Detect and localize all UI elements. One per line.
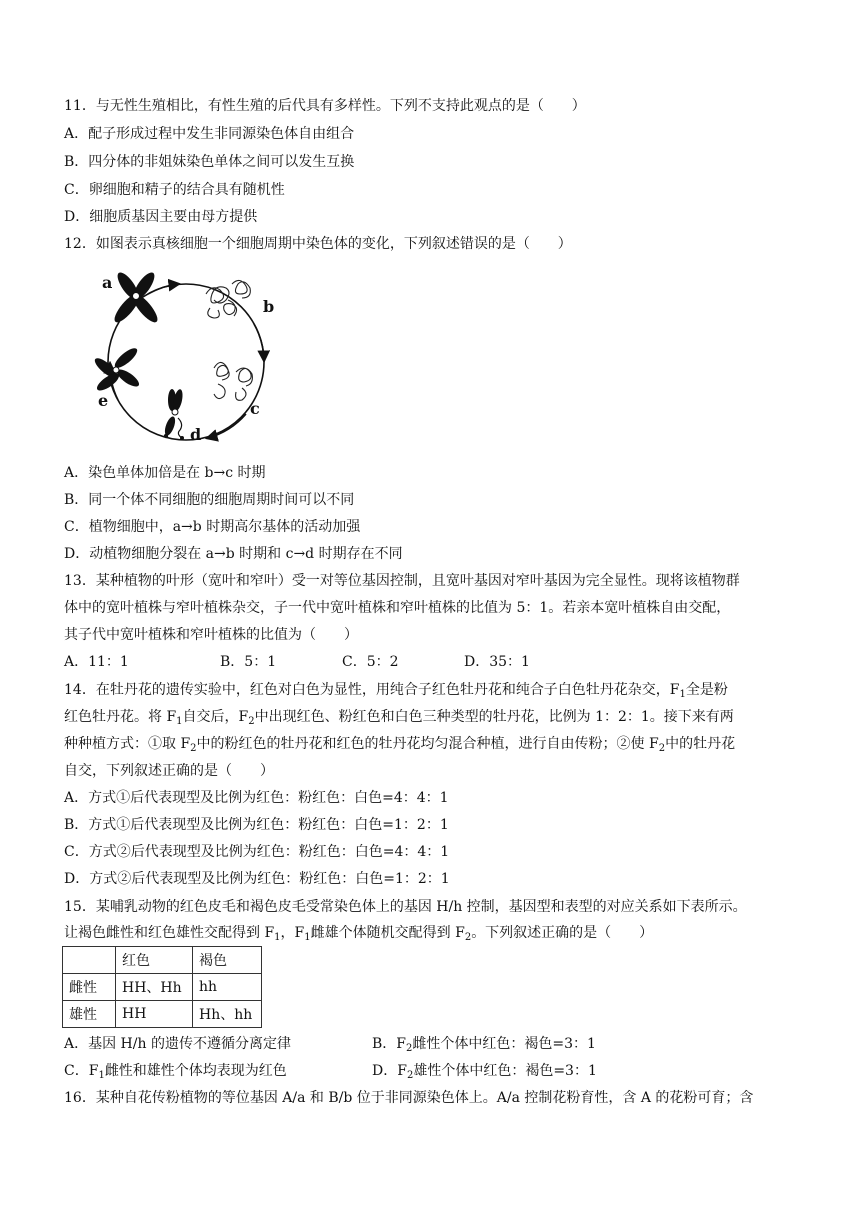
q15-option-c: C．$F_1$雌性和雄性个体均表现为红色	[64, 1063, 287, 1081]
chromosome-a	[111, 269, 161, 325]
q13-stem-line3: 其子代中宽叶植株和窄叶植株的比值为（ ）	[64, 627, 358, 643]
q14-option-a: A．方式①后代表现型及比例为红色：粉红色：白色=4：4：1	[64, 790, 449, 806]
q13-stem-line1: 13．某种植物的叶形（宽叶和窄叶）受一对等位基因控制，且宽叶基因对窄叶基因为完全显性。现将该植物群	[64, 573, 740, 589]
q15-stem-line1: 15．某哺乳动物的红色皮毛和褐色皮毛受常染色体上的基因 H/h 控制，基因型和表型的对应关系如下表所示。	[64, 899, 747, 915]
q11-option-a: A．配子形成过程中发生非同源染色体自由组合	[64, 126, 355, 142]
q11-option-c: C．卵细胞和精子的结合具有随机性	[64, 182, 285, 198]
chromosome-e	[92, 345, 141, 393]
q11-option-b: B．四分体的非姐妹染色单体之间可以发生互换	[64, 154, 355, 170]
table-cell: hh	[193, 974, 262, 1001]
table-row	[63, 974, 262, 1001]
table-header-brown: 褐色	[193, 947, 262, 974]
genotype-phenotype-table	[62, 946, 262, 1028]
q12-option-d: D．动植物细胞分裂在 a→b 时期和 c→d 时期存在不同	[64, 546, 403, 562]
q14-option-b: B．方式①后代表现型及比例为红色：粉红色：白色=1：2：1	[64, 817, 449, 833]
table-cell: Hh、hh	[193, 1001, 262, 1028]
q14-option-d: D．方式②后代表现型及比例为红色：粉红色：白色=1：2：1	[64, 871, 450, 887]
q16-stem-line1: 16．某种自花传粉植物的等位基因 A/a 和 B/b 位于非同源染色体上。A/a 控制花粉育性，含 A 的花粉可育；含	[64, 1090, 754, 1106]
q12-option-b: B．同一个体不同细胞的细胞周期时间可以不同	[64, 492, 355, 508]
q13-stem-line2: 体中的宽叶植株与窄叶植株杂交，子一代中宽叶植株和窄叶植株的比值为 5：1。若亲本宽叶植株自由交配，	[64, 600, 731, 616]
q12-option-a: A．染色单体加倍是在 b→c 时期	[64, 465, 266, 481]
label-e: e	[98, 391, 109, 410]
table-cell	[63, 947, 116, 974]
label-a: a	[102, 273, 113, 292]
q11-stem: 11．与无性生殖相比，有性生殖的后代具有多样性。下列不支持此观点的是（ ）	[64, 98, 586, 114]
q13-option-a: A．11：1	[64, 654, 129, 670]
q15-option-b: B．$F_2$雌性个体中红色：褐色=3：1	[372, 1036, 596, 1054]
table-header-red: 红色	[116, 947, 193, 974]
chromatin-c	[214, 362, 252, 400]
q14-stem-line2: 红色牡丹花。将 $F_1$自交后，$F_2$中出现红色、粉红色和白色三种类型的牡丹花，比例为 1：2：1。接下来有两	[64, 709, 734, 727]
q13-option-d: D．35：1	[464, 654, 530, 670]
q14-option-c: C．方式②后代表现型及比例为红色：粉红色：白色=4：4：1	[64, 844, 450, 860]
table-cell: HH、Hh	[116, 974, 193, 1001]
table-header-row	[63, 947, 262, 974]
chromosome-d	[163, 388, 184, 440]
arrow-b-c	[254, 324, 264, 360]
q13-option-c: C．5：2	[342, 654, 399, 670]
q13-option-b: B．5：1	[220, 654, 277, 670]
q14-stem-line1: 14．在牡丹花的遗传实验中，红色对白色为显性，用纯合子红色牡丹花和纯合子白色牡丹花杂交，$F_1$全是粉	[64, 682, 728, 700]
cell-cycle-figure	[78, 264, 288, 454]
label-d: d	[190, 425, 202, 444]
q15-option-a: A．基因 H/h 的遗传不遵循分离定律	[64, 1036, 291, 1052]
q15-option-d: D．$F_2$雄性个体中红色：褐色=3：1	[372, 1063, 597, 1081]
table-cell: HH	[116, 1001, 193, 1028]
q12-option-c: C．植物细胞中，a→b 时期高尔基体的活动加强	[64, 519, 361, 535]
chromatin-b	[206, 280, 250, 318]
q11-option-d: D．细胞质基因主要由母方提供	[64, 209, 258, 225]
label-b: b	[263, 297, 275, 316]
table-cell: 雌性	[63, 974, 116, 1001]
q12-stem: 12．如图表示真核细胞一个细胞周期中染色体的变化，下列叙述错误的是（ ）	[64, 236, 572, 252]
label-c: c	[250, 399, 260, 418]
q15-stem-line2: 让褐色雌性和红色雄性交配得到 $F_1$，$F_1$雌雄个体随机交配得到 $F_2$。下列叙述正确的是（ ）	[64, 925, 654, 943]
table-row	[63, 1001, 262, 1028]
q14-stem-line4: 自交，下列叙述正确的是（ ）	[64, 763, 274, 779]
q14-stem-line3: 种种植方式：①取 $F_2$中的粉红色的牡丹花和红色的牡丹花均匀混合种植，进行自由传粉；②使 $F_2$中的牡丹花	[64, 736, 736, 754]
table-cell: 雄性	[63, 1001, 116, 1028]
